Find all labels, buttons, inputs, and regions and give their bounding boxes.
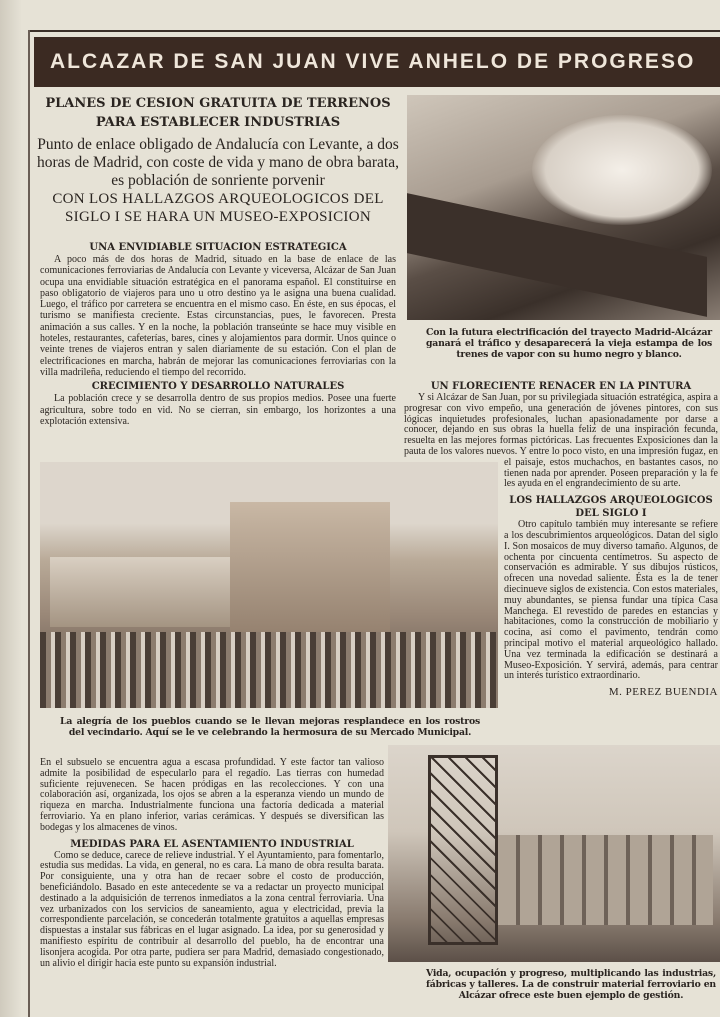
section-heading: LOS HALLAZGOS ARQUEOLOGICOS DEL SIGLO I: [509, 495, 713, 520]
headline: ALCAZAR DE SAN JUAN VIVE ANHELO DE PROGRESO: [34, 37, 720, 87]
market-photo: [40, 462, 498, 708]
section-body: La población crece y se desarrolla dentro de sus propios medios. Posee una fuerte agricultura, sobre todo en vid. No se cierran, sin embargo, los horizontes a una explotación extensiva.: [40, 393, 396, 427]
train-caption: Con la futura electrificación del trayecto Madrid-Alcázar ganará el tráfico y desaparecerá la vieja estampa de los trenes de vapor con su humo negro y blanco.: [426, 327, 712, 360]
left-rule: [28, 30, 30, 1017]
top-rule: [28, 30, 720, 32]
section-heading: MEDIDAS PARA EL ASENTAMIENTO INDUSTRIAL: [70, 838, 354, 850]
train-photo: [407, 95, 720, 320]
factory-photo: [388, 745, 720, 962]
section-heading: CRECIMIENTO Y DESARROLLO NATURALES: [91, 381, 345, 393]
article-section-3: [40, 758, 384, 969]
market-caption: La alegría de los pueblos cuando se le llevan mejoras resplandece en los rostros del vecindario. Aquí se le ve celebrando la hermosura de su Mercado Municipal.: [60, 716, 480, 738]
section-body: Como se deduce, carece de relieve industrial. Y el Ayuntamiento, para fomentarlo, estudia sus medidas. La vida, en general, no es cara. La mano de obra resulta barata. Por consiguiente, una y otra han de recaer sobre el costo de producción, beneficiándolo. Basado en este antecedente se va a redactar un proyecto municipal destinado a la adquisición de terrenos inmediatos a la zona central ferroviaria. Una vez urbanizados con los servicios de saneamiento, agua y electricidad, previa la correspondiente parcelación, se concederán totalmente gratuitos a aquellas empresas dispuestas a instalar sus fábricas en el lugar asignado. La idea, por su generosidad y manifiesto espíritu de contribuir al desarrollo del pueblo, ha de encontrar una lisonjera acogida. Por otra parte, pudiera ser para Madrid, demasiado congestionado, un alivio el dirigir hacia este punto su expansión industrial.: [40, 849, 384, 969]
section-heading: UNA ENVIDIABLE SITUACION ESTRATEGICA: [89, 242, 347, 253]
section-body: En el subsuelo se encuentra agua a escasa profundidad. Y este factor tan valioso admite la posibilidad de especularlo para el regadío. Las tierras con humedad suficiente rejuvenecen. Se hacen pródigas en las recolecciones. Y con una colaboración así, organizada, los ojos se abren a la esperanza viendo un mundo de riqueza en marcha. Industrialmente funciona una factoría dedicada a material ferroviario. Ya en plano inferior, varias cerámicas. Y después se diversifican las bodegas y los almacenes de vinos.: [40, 757, 384, 833]
section-heading: UN FLORECIENTE RENACER EN LA PINTURA: [430, 381, 692, 392]
byline: M. PEREZ BUENDIA: [608, 686, 718, 699]
section-body: Y si Alcázar de San Juan, por su privilegiada situación estratégica, aspira a progresar con vivo empeño, una generación de jóvenes pintores, con sus lógicas inquietudes profesionales, luchan apasionadamente por darse a conocer, dejando en sus obras la huella feliz de una inspiración fecunda, resuelta en las mejores formas pictóricas. Las frecuentes Exposiciones dan la pauta de los valores nuevos. Y entre lo poco visto, en una impresión fugaz, en el paisaje, estos muchachos, en bastantes casos, no tienen nada por aprender. Poseen preparación y la fe les ayuda en el engrandecimiento de su arte.: [404, 392, 718, 490]
title-block: [36, 94, 400, 226]
title: PLANES DE CESION GRATUITA DE TERRENOS PARA ESTABLECER INDUSTRIAS: [45, 96, 391, 130]
article-section-1: [40, 241, 396, 427]
factory-caption: Vida, ocupación y progreso, multiplicando las industrias, fábricas y talleres. La de construir material ferroviario en Alcázar ofrece este buen ejemplo de gestión.: [426, 968, 716, 1001]
section-body: A poco más de dos horas de Madrid, situado en la base de enlace de las comunicaciones ferroviarias de Andalucía con Levante y viceversa, Alcázar de San Juan ocupa una envidiable situación estratégica en el panorama español. El constituirse en paso obligatorio de viajeros para uno u otro destino ya le asigna una buena cualidad. Luego, el tráfico por carretera se encuentra en el mismo caso. En éste, en sus épocas, el turismo se manifiesta creciente. Estas circunstancias, pues, le favorecen. Presta animación a sus calles. Y en la noche, la población transeúnte se hace muy visible en hoteles, restaurantes, cafeterías, bares, cines y alojamientos para dormir. Unos quince o veinte trenes de viajeros entran y salen diariamente de su estación. Con el plan de electrificaciones en marcha, habrán de mejorar las comunicaciones ferroviarias con la villa madrileña, reduciendo el tiempo del recorrido.: [40, 254, 396, 378]
section-body: Otro capítulo también muy interesante se refiere a los descubrimientos arqueológicos. Datan del siglo I. Son mosaicos de muy diverso tamaño. Algunos, de ochenta por cincuenta centímetros. Su aspecto de conservación es admirable. Y sus dibujos rústicos, ofrecen una novedad saliente. Ésta es la de tener diecinueve siglos de existencia. Con estos materiales, muy abundantes, se piensa fundar una típica Casa Manchega. El revestido de paredes en estancias y habitaciones, como la construcción de mobiliario y cocina, así como el pavimento, tendrán como principal motivo el material arqueológico hallado. Una vez terminada la edificación se destinará a Museo-Exposición. Y servirá, además, para centrar un interés turístico extraordinario.: [504, 519, 718, 682]
subtitle-2: CON LOS HALLAZGOS ARQUEOLOGICOS DEL SIGLO I SE HARA UN MUSEO-EXPOSICION: [52, 191, 384, 225]
subtitle: Punto de enlace obligado de Andalucía con Levante, a dos horas de Madrid, con coste de vida y mano de obra barata, es población de sonriente porvenir: [37, 136, 399, 189]
page-edge: [0, 0, 22, 1017]
